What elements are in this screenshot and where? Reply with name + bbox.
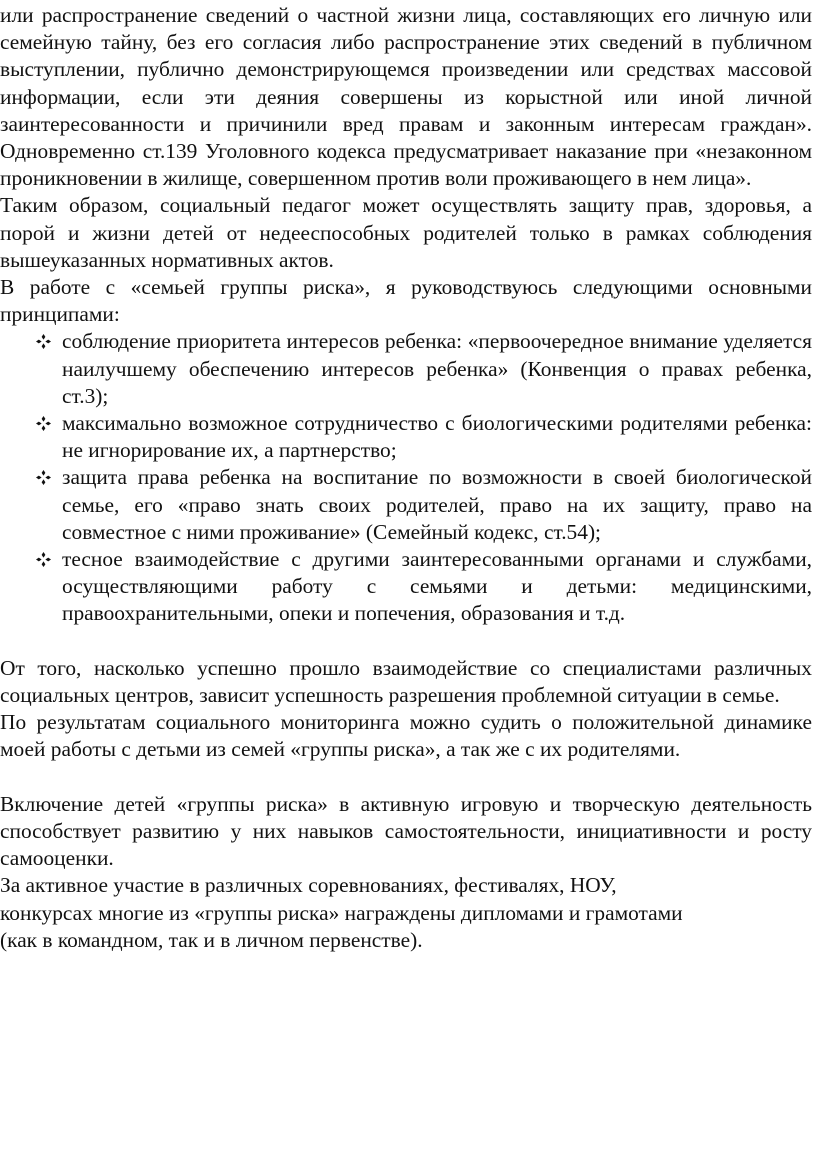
list-item-text: тесное взаимодействие с другими заинтересованными органами и службами, осуществляющими работу с семьями и детьми: медицинскими, правоохранительными, опеки и попечения, образования и т.д. [62, 547, 812, 626]
list-item-text: максимально возможное сотрудничество с биологическими родителями ребенка: не игнорирование их, а партнерство; [62, 411, 812, 463]
list-item [0, 546, 812, 628]
paragraph-7-line-3: (как в командном, так и в личном первенстве). [0, 927, 423, 952]
paragraph-3: В работе с «семьей группы риска», я руководствуюсь следующими основными принципами: [0, 275, 812, 327]
spacer [0, 764, 812, 791]
paragraph-2: Таким образом, социальный педагог может осуществлять защиту прав, здоровья, а порой и жизни детей от недееспособных родителей только в рамках соблюдения вышеуказанных нормативных актов. [0, 193, 812, 272]
document-page [0, 2, 812, 954]
paragraph-4: От того, насколько успешно прошло взаимодействие со специалистами различных социальных центров, зависит успешность разрешения проблемной ситуации в семье. [0, 655, 812, 708]
diamond-bullet-icon [36, 470, 51, 485]
paragraph-7-line-1: За активное участие в различных соревнованиях, фестивалях, НОУ, [0, 873, 617, 898]
paragraph-7 [0, 872, 812, 954]
paragraph-7-line-2: конкурсах многие из «группы риска» награждены дипломами и грамотами [0, 900, 683, 925]
paragraph-6: Включение детей «группы риска» в активную игровую и творческую деятельность способствует развитию у них навыков самостоятельности, инициативности и росту самооценки. [0, 791, 812, 871]
list-item-text: соблюдение приоритета интересов ребенка: «первоочередное внимание уделяется наилучшему обеспечению интересов ребенка» (Конвенция о правах ребенка, ст.3); [62, 329, 812, 408]
list-item-text: защита права ребенка на воспитание по возможности в своей биологической семье, его «право знать своих родителей, право на их защиту, право на совместное с ними проживание» (Семейный кодекс, ст.54); [62, 465, 812, 544]
principles-list [0, 328, 812, 627]
list-item [0, 464, 812, 546]
list-item [0, 410, 812, 464]
diamond-bullet-icon [36, 416, 51, 431]
diamond-bullet-icon [36, 334, 51, 349]
spacer [0, 628, 812, 655]
list-item [0, 328, 812, 410]
paragraph-5: По результатам социального мониторинга можно судить о положительной динамике моей работы с детьми из семей «группы риска», а так же с их родителями. [0, 710, 812, 762]
diamond-bullet-icon [36, 552, 51, 567]
paragraph-1: или распространение сведений о частной жизни лица, составляющих его личную или семейную тайну, без его согласия либо распространение этих сведений в публичном выступлении, публично демонстрирующемся произведении или средствах массовой информации, если эти деяния совершены из корыстной или иной личной заинтересованности и причинили вред правам и законным интересам граждан». Одновременно ст.139 Уголовного кодекса предусматривает наказание при «незаконном проникновении в жилище, совершенном против воли проживающего в нем лица». [0, 3, 812, 191]
